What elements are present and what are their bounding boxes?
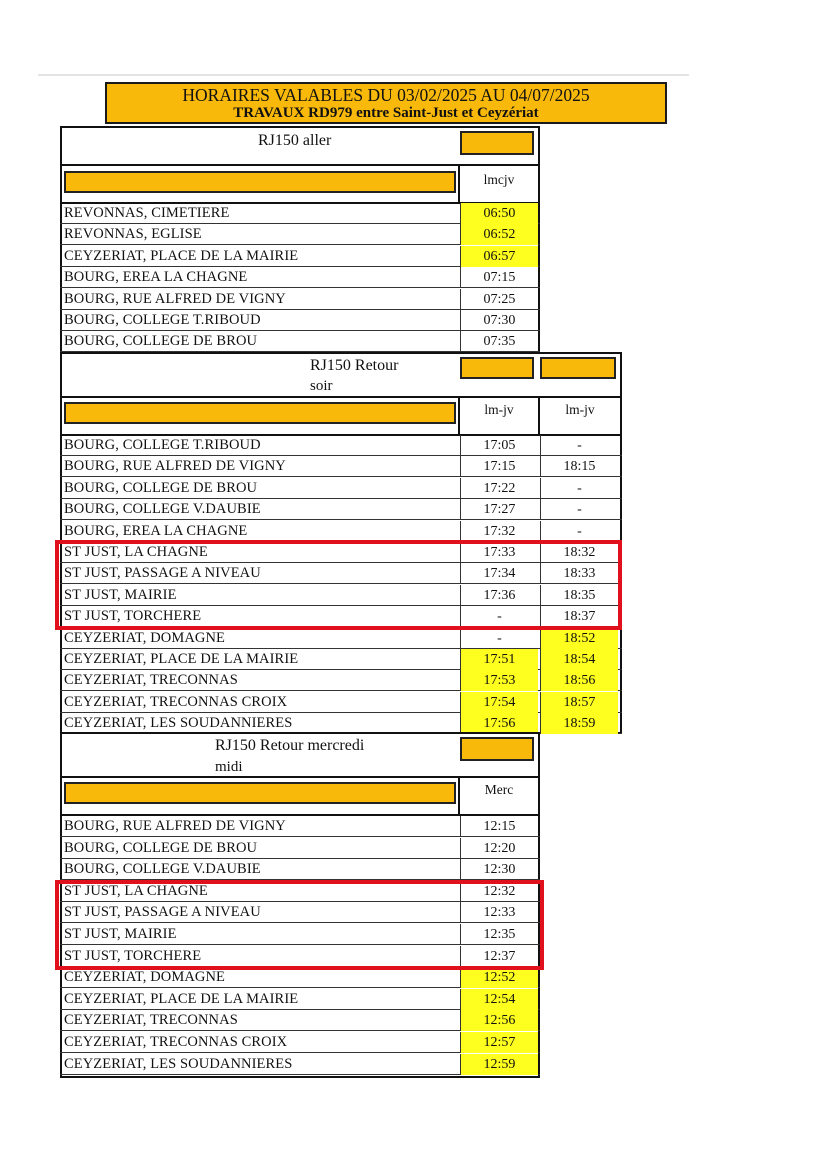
departure-time: 12:20: [460, 838, 538, 859]
departure-time: 07:30: [460, 310, 538, 331]
stop-name: ST JUST, PASSAGE A NIVEAU: [64, 565, 261, 582]
departure-time: 06:50: [460, 203, 538, 224]
section-merc-stop-swatch: [64, 782, 456, 804]
departure-time: 18:56: [540, 670, 618, 691]
departure-time: 17:05: [460, 435, 538, 456]
section-aller-col-head: lmcjv: [483, 172, 515, 187]
departure-time: 18:35: [540, 585, 618, 606]
stop-name: CEYZERIAT, DOMAGNE: [64, 629, 226, 646]
stop-name: CEYZERIAT, TRECONNAS: [64, 672, 238, 689]
stop-name: BOURG, COLLEGE DE BROU: [64, 839, 258, 856]
departure-time: 12:56: [460, 1010, 538, 1031]
section-aller-stop-swatch: [64, 171, 456, 193]
section-soir-col-head-2: lm-jv: [565, 402, 595, 417]
departure-time: 17:53: [460, 670, 538, 691]
stop-name: ST JUST, TORCHERE: [64, 947, 202, 964]
departure-time: 18:52: [540, 628, 618, 649]
departure-time: 12:52: [460, 967, 538, 988]
departure-time: 07:35: [460, 331, 538, 352]
highlight-st-just-merc: [55, 880, 544, 970]
departure-time: -: [460, 606, 538, 627]
stop-name: CEYZERIAT, PLACE DE LA MAIRIE: [64, 651, 299, 667]
departure-time: -: [540, 521, 618, 542]
stop-name: CEYZERIAT, TRECONNAS: [64, 1012, 238, 1029]
stop-name: ST JUST, MAIRIE: [64, 586, 177, 603]
departure-time: 17:33: [460, 542, 538, 563]
stop-name: ST JUST, PASSAGE A NIVEAU: [64, 904, 261, 921]
stop-name: CEYZERIAT, PLACE DE LA MAIRIE: [64, 247, 299, 264]
departure-time: -: [460, 628, 538, 649]
stop-name: BOURG, COLLEGE V.DAUBIE: [64, 861, 261, 878]
departure-time: 18:33: [540, 563, 618, 584]
departure-time: 17:15: [460, 456, 538, 477]
stop-name: ST JUST, LA CHAGNE: [64, 882, 208, 899]
stop-name: CEYZERIAT, DOMAGNE: [64, 969, 226, 986]
stop-name: BOURG, EREA LA CHAGNE: [64, 522, 248, 539]
stop-name: CEYZERIAT, PLACE DE LA MAIRIE: [64, 990, 299, 1007]
departure-time: 17:51: [460, 649, 538, 670]
stop-name: ST JUST, LA CHAGNE: [64, 544, 208, 560]
section-soir-swatch-2: [540, 357, 616, 379]
section-merc-title-1: RJ150 Retour mercredi: [215, 737, 365, 754]
stop-name: REVONNAS, CIMETIERE: [64, 205, 230, 221]
section-soir-col-head-1: lm-jv: [484, 402, 514, 417]
stop-name: CEYZERIAT, LES SOUDANNIERES: [64, 1055, 293, 1072]
section-soir-swatch-1: [460, 357, 534, 379]
section-soir-title-1: RJ150 Retour: [310, 357, 399, 374]
departure-time: 17:32: [460, 521, 538, 542]
validity-dates: HORAIRES VALABLES DU 03/02/2025 AU 04/07/2025: [182, 85, 590, 105]
stop-name: CEYZERIAT, TRECONNAS CROIX: [64, 1034, 288, 1050]
departure-time: 18:54: [540, 649, 618, 670]
section-merc-col-head: Merc: [484, 782, 514, 797]
departure-time: 17:56: [460, 713, 538, 734]
stop-name: BOURG, RUE ALFRED DE VIGNY: [64, 458, 286, 475]
stop-name: CEYZERIAT, TRECONNAS CROIX: [64, 693, 288, 710]
section-aller-header-swatch: [460, 131, 534, 155]
departure-time: 17:34: [460, 563, 538, 584]
departure-time: -: [540, 435, 618, 456]
stop-name: CEYZERIAT, LES SOUDANNIERES: [64, 715, 293, 732]
departure-time: 17:22: [460, 478, 538, 499]
section-soir-title-2: soir: [310, 378, 333, 394]
departure-time: 06:52: [460, 224, 538, 245]
departure-time: 12:57: [460, 1032, 538, 1053]
departure-time: -: [540, 499, 618, 520]
departure-time: 12:30: [460, 859, 538, 880]
departure-time: -: [540, 478, 618, 499]
section-aller-title: RJ150 aller: [258, 132, 332, 149]
highlight-st-just-soir: [55, 540, 622, 630]
departure-time: 12:33: [460, 902, 538, 923]
stop-name: BOURG, RUE ALFRED DE VIGNY: [64, 818, 286, 834]
departure-time: 12:32: [460, 881, 538, 902]
departure-time: 18:15: [540, 456, 618, 477]
departure-time: 12:59: [460, 1054, 538, 1075]
validity-header: [105, 82, 667, 124]
stop-name: BOURG, COLLEGE DE BROU: [64, 479, 258, 496]
departure-time: 12:54: [460, 989, 538, 1010]
departure-time: 17:27: [460, 499, 538, 520]
stop-name: BOURG, RUE ALFRED DE VIGNY: [64, 290, 286, 307]
stop-name: BOURG, COLLEGE DE BROU: [64, 333, 258, 350]
departure-time: 17:54: [460, 692, 538, 713]
departure-time: 06:57: [460, 246, 538, 267]
works-notice: TRAVAUX RD979 entre Saint-Just et Ceyzériat: [233, 105, 539, 121]
departure-time: 18:37: [540, 606, 618, 627]
departure-time: 12:35: [460, 924, 538, 945]
departure-time: 18:57: [540, 692, 618, 713]
departure-time: 12:37: [460, 946, 538, 967]
departure-time: 12:15: [460, 816, 538, 837]
stop-name: ST JUST, MAIRIE: [64, 926, 177, 942]
departure-time: 18:32: [540, 542, 618, 563]
section-merc-swatch: [460, 737, 534, 761]
departure-time: 07:25: [460, 289, 538, 310]
section-soir-stop-swatch: [64, 402, 456, 424]
departure-time: 18:59: [540, 713, 618, 734]
section-soir-col-divider-2: [538, 396, 540, 436]
stop-name: BOURG, COLLEGE V.DAUBIE: [64, 501, 261, 518]
section-merc-title-2: midi: [215, 759, 243, 775]
stop-name: ST JUST, TORCHERE: [64, 608, 202, 625]
departure-time: 07:15: [460, 267, 538, 288]
top-divider: [38, 74, 689, 76]
stop-name: BOURG, EREA LA CHAGNE: [64, 269, 248, 286]
stop-name: REVONNAS, EGLISE: [64, 226, 202, 243]
stop-name: BOURG, COLLEGE T.RIBOUD: [64, 312, 261, 328]
stop-name: BOURG, COLLEGE T.RIBOUD: [64, 437, 261, 453]
departure-time: 17:36: [460, 585, 538, 606]
